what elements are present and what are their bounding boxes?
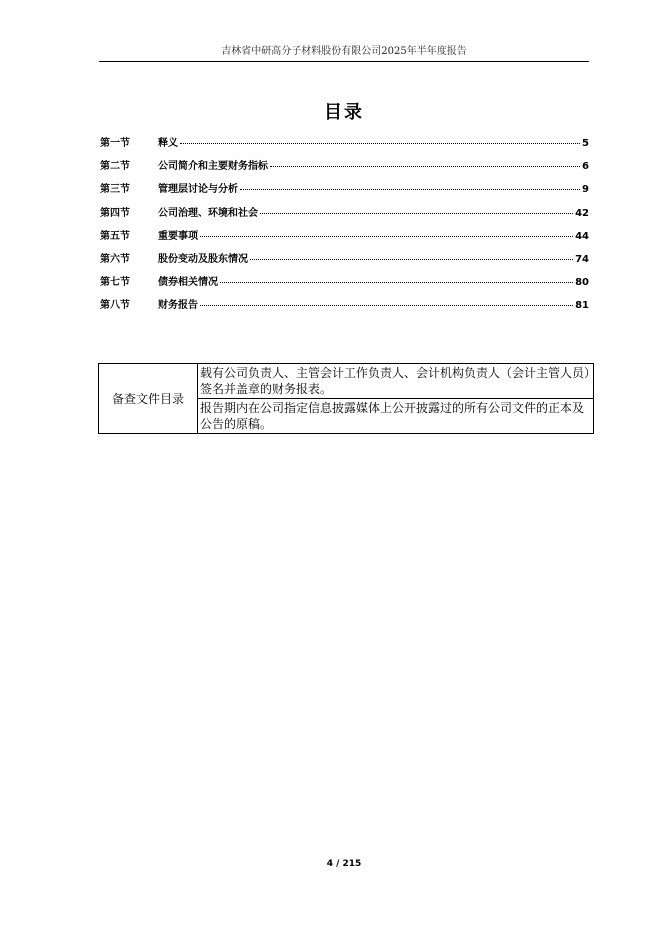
toc-section-name: 管理层讨论与分析 (158, 184, 238, 196)
toc-dot-leader (240, 189, 580, 190)
table-of-contents (100, 137, 589, 323)
toc-section-number: 第一节 (100, 138, 130, 149)
toc-section-name: 重要事项 (158, 230, 198, 242)
toc-page-number: 74 (575, 253, 589, 265)
toc-entry[interactable] (100, 276, 589, 299)
toc-dot-leader (260, 213, 573, 214)
toc-dot-leader (200, 305, 573, 306)
page-number: 4 / 215 (326, 859, 362, 869)
reference-documents-table (98, 363, 594, 434)
toc-entry[interactable] (100, 160, 589, 183)
toc-section-number: 第八节 (100, 300, 130, 312)
toc-section-name: 公司治理、环境和社会 (158, 207, 258, 219)
toc-section-name: 公司简介和主要财务指标 (158, 161, 268, 173)
toc-entry[interactable] (100, 253, 589, 276)
table-row (99, 364, 594, 399)
toc-dot-leader (200, 236, 573, 237)
reference-document-entry: 载有公司负责人、主管会计工作负责人、会计机构负责人（会计主管人员）签名并盖章的财务报表。 (198, 364, 594, 399)
toc-section-number: 第二节 (100, 161, 130, 173)
page-header: 吉林省中研高分子材料股份有限公司2025年半年度报告 (221, 46, 467, 57)
toc-section-number: 第四节 (100, 207, 130, 219)
toc-section-number: 第五节 (100, 230, 130, 242)
toc-section-name: 债券相关情况 (158, 277, 218, 289)
toc-entry[interactable] (100, 299, 589, 322)
header-divider (99, 61, 589, 62)
toc-dot-leader (250, 259, 573, 260)
reference-document-entry: 报告期内在公司指定信息披露媒体上公开披露过的所有公司文件的正本及公告的原稿。 (198, 399, 594, 434)
toc-page-number: 80 (575, 277, 589, 289)
toc-page-number: 42 (575, 207, 589, 219)
toc-page-number: 44 (575, 230, 589, 242)
toc-dot-leader (220, 282, 573, 283)
toc-page-number: 5 (582, 138, 589, 149)
toc-title: 目录 (324, 102, 364, 123)
toc-page-number: 9 (582, 184, 589, 196)
toc-entry[interactable] (100, 207, 589, 230)
toc-entry[interactable] (100, 183, 589, 206)
toc-section-number: 第三节 (100, 184, 130, 196)
toc-section-name: 释义 (158, 138, 178, 149)
toc-entry[interactable] (100, 230, 589, 253)
toc-section-name: 财务报告 (158, 300, 198, 312)
toc-section-number: 第六节 (100, 253, 130, 265)
reference-documents-label: 备查文件目录 (99, 364, 198, 434)
toc-dot-leader (270, 166, 580, 167)
toc-entry[interactable] (100, 137, 589, 160)
toc-page-number: 81 (575, 300, 589, 312)
toc-section-name: 股份变动及股东情况 (158, 253, 248, 265)
toc-dot-leader (180, 143, 580, 144)
toc-page-number: 6 (582, 161, 589, 173)
toc-section-number: 第七节 (100, 277, 130, 289)
